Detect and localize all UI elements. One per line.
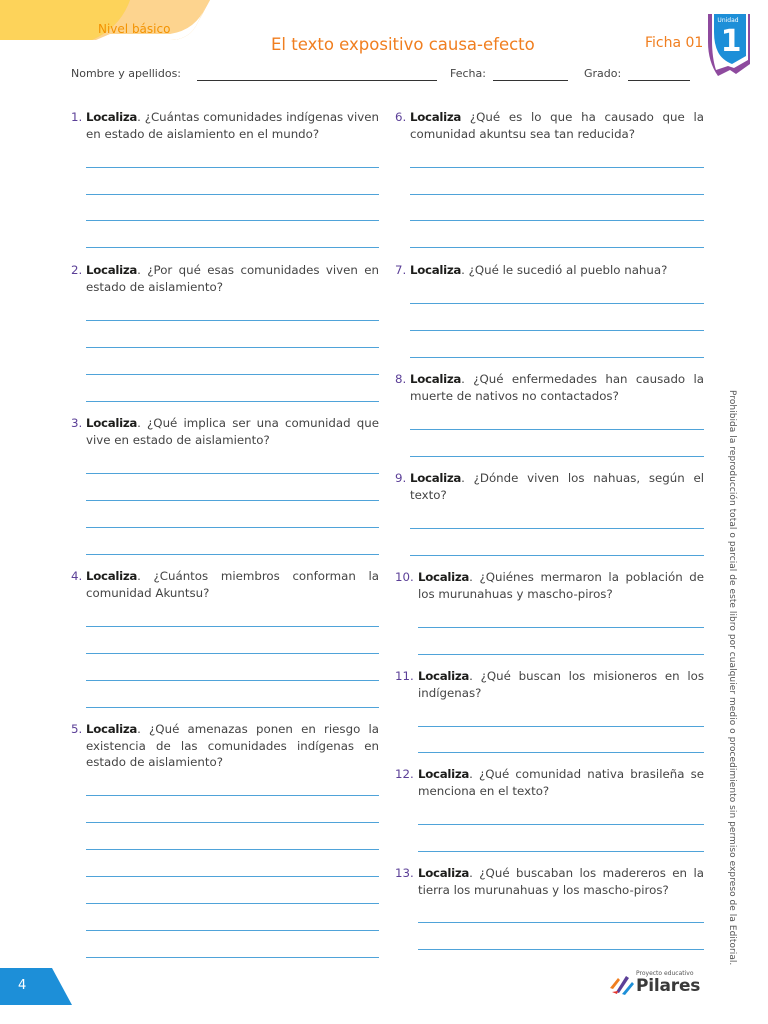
answer-line[interactable] [86,849,379,850]
answer-line[interactable] [410,357,704,358]
question-4: 4. Localiza. ¿Cuántos miembros conforman la comunidad Akuntsu? [71,569,379,600]
name-field[interactable] [197,80,437,81]
question-1: 1. Localiza. ¿Cuántas comunidades indígenas viven en estado de aislamiento en el mundo? [71,110,380,141]
answer-line[interactable] [410,247,704,248]
answer-line[interactable] [86,194,379,195]
answer-line[interactable] [410,429,704,430]
answer-line[interactable] [410,528,704,529]
answer-line[interactable] [86,903,379,904]
answer-line[interactable] [410,330,704,331]
answer-line[interactable] [418,654,704,655]
answer-line[interactable] [410,220,704,221]
answer-line[interactable] [86,401,379,402]
answer-line[interactable] [86,247,379,248]
question-5: 5. Localiza. ¿Qué amenazas ponen en riesgo la existencia de las comunidades indígenas en estado de aislamiento? [71,722,379,769]
pilares-logo-icon [608,972,636,996]
unit-number: 1 [720,24,742,59]
answer-line[interactable] [86,167,379,168]
date-field[interactable] [493,80,568,81]
question-12: 12. Localiza. ¿Qué comunidad nativa brasileña se menciona en el texto? [395,767,704,798]
grade-label: Grado: [584,67,622,80]
answer-line[interactable] [86,653,379,654]
level-label: Nivel básico [98,22,171,36]
question-8: 8. Localiza. ¿Qué enfermedades han causado la muerte de nativos no contactados? [395,372,705,403]
answer-line[interactable] [86,554,379,555]
grade-field[interactable] [628,80,690,81]
answer-line[interactable] [86,876,379,877]
question-9: 9. Localiza. ¿Dónde viven los nahuas, según el texto? [395,471,704,502]
question-7: 7. Localiza. ¿Qué le sucedió al pueblo nahua? [395,263,668,277]
answer-line[interactable] [86,626,379,627]
answer-line[interactable] [86,707,379,708]
page-number: 4 [18,978,27,993]
question-3: 3. Localiza. ¿Qué implica ser una comunidad que vive en estado de aislamiento? [71,416,380,447]
answer-line[interactable] [410,303,704,304]
answer-line[interactable] [410,194,704,195]
answer-line[interactable] [418,752,704,753]
question-13: 13. Localiza. ¿Qué buscaban los madereros en la tierra los murunahuas y los mascho-piros? [395,866,704,897]
brand-tagline: Proyecto educativo [636,970,694,977]
answer-line[interactable] [418,851,704,852]
answer-line[interactable] [86,220,379,221]
question-10: 10. Localiza. ¿Quiénes mermaron la población de los murunahuas y mascho-piros? [395,570,705,601]
answer-line[interactable] [418,726,704,727]
sheet-label: Ficha 01 [645,35,704,51]
answer-line[interactable] [86,930,379,931]
answer-line[interactable] [86,320,379,321]
answer-line[interactable] [418,922,704,923]
answer-line[interactable] [86,500,379,501]
answer-line[interactable] [86,957,379,958]
page-title: El texto expositivo causa-efecto [271,35,535,54]
answer-line[interactable] [86,347,379,348]
answer-line[interactable] [86,374,379,375]
answer-line[interactable] [86,527,379,528]
question-2: 2. Localiza. ¿Por qué esas comunidades viven en estado de aislamiento? [71,263,379,294]
answer-line[interactable] [410,555,704,556]
answer-line[interactable] [418,627,704,628]
date-label: Fecha: [450,67,486,80]
answer-line[interactable] [410,456,704,457]
answer-line[interactable] [86,473,379,474]
answer-line[interactable] [86,795,379,796]
copyright-notice: Prohibida la reproducción total o parcial de este libro por cualquier medio o procedimiento sin permiso expreso de la Editorial. [727,390,737,966]
answer-line[interactable] [86,822,379,823]
name-label: Nombre y apellidos: [71,67,182,80]
answer-line[interactable] [410,167,704,168]
answer-line[interactable] [86,680,379,681]
question-6: 6. Localiza ¿Qué es lo que ha causado que la comunidad akuntsu sea tan reducida? [395,110,704,141]
answer-line[interactable] [418,949,704,950]
question-11: 11. Localiza. ¿Qué buscan los misioneros en los indígenas? [395,669,705,700]
unit-word: Unidad [717,17,739,24]
brand-name: Pilares [636,976,701,996]
answer-line[interactable] [418,824,704,825]
